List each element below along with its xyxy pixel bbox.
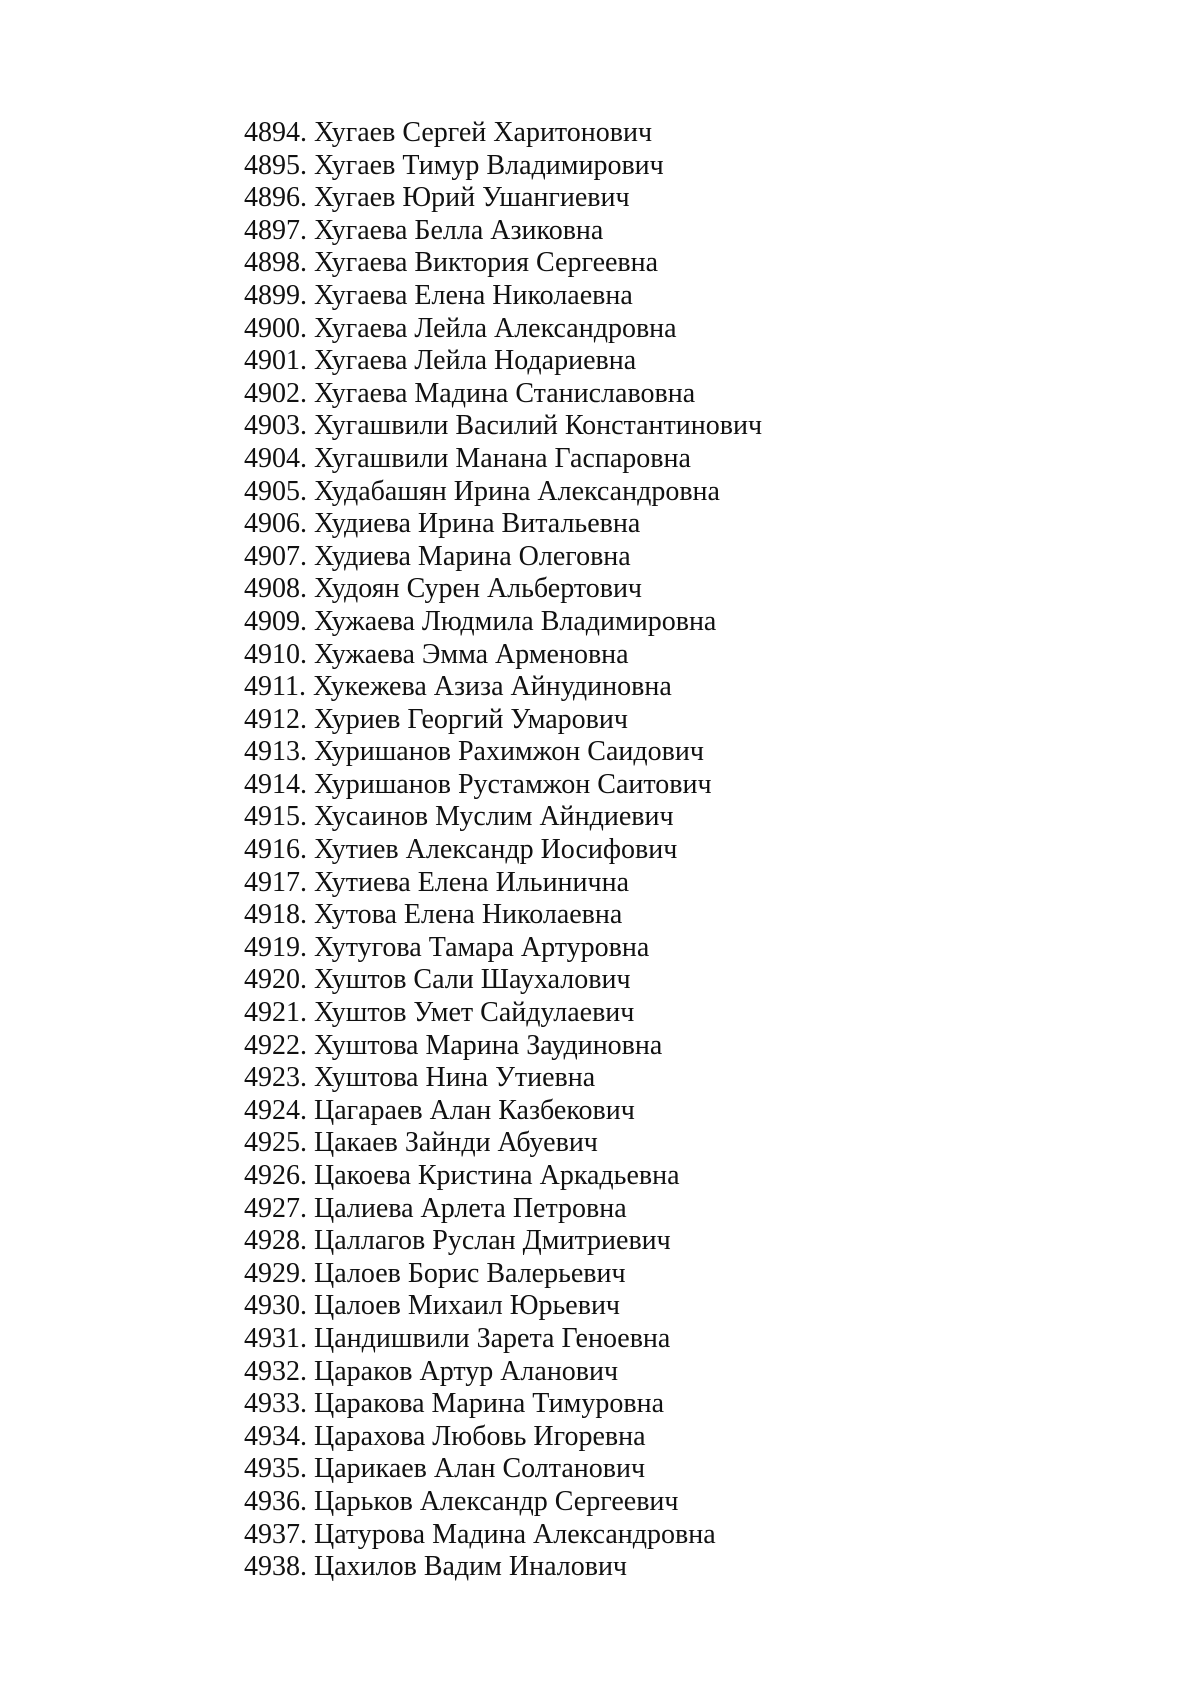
item-name: Хугаев Тимур Владимирович xyxy=(314,149,664,181)
item-number: 4921. xyxy=(244,997,307,1029)
list-item xyxy=(244,1519,762,1552)
list-item xyxy=(244,117,762,150)
item-name: Хугаева Виктория Сергеевна xyxy=(314,247,659,279)
item-number: 4899. xyxy=(244,279,307,311)
list-item xyxy=(244,1160,762,1193)
item-number: 4909. xyxy=(244,605,307,637)
list-item xyxy=(244,1323,762,1356)
item-number: 4912. xyxy=(244,703,307,735)
list-item xyxy=(244,736,762,769)
item-number: 4930. xyxy=(244,1290,307,1322)
list-item xyxy=(244,476,762,509)
item-name: Хутиев Александр Иосифович xyxy=(314,834,678,866)
item-name: Царахова Любовь Игоревна xyxy=(314,1420,646,1452)
item-number: 4898. xyxy=(244,247,307,279)
item-number: 4924. xyxy=(244,1094,307,1126)
list-item xyxy=(244,834,762,867)
item-name: Хутугова Тамара Артуровна xyxy=(314,931,650,963)
list-item xyxy=(244,1225,762,1258)
item-name: Хуштова Нина Утиевна xyxy=(314,1062,596,1094)
item-number: 4913. xyxy=(244,736,307,768)
item-number: 4932. xyxy=(244,1355,307,1387)
item-number: 4908. xyxy=(244,573,307,605)
list-item xyxy=(244,573,762,606)
item-name: Худиева Ирина Витальевна xyxy=(314,508,641,540)
list-item xyxy=(244,1193,762,1226)
item-number: 4926. xyxy=(244,1160,307,1191)
item-name: Хугаева Мадина Станиславовна xyxy=(314,377,696,409)
list-item xyxy=(244,1062,762,1095)
list-item xyxy=(244,345,762,378)
item-number: 4920. xyxy=(244,964,307,996)
item-number: 4933. xyxy=(244,1388,307,1420)
name-list xyxy=(244,117,762,1584)
list-item xyxy=(244,769,762,802)
item-name: Хугаева Белла Азиковна xyxy=(314,214,604,246)
item-name: Цалоев Борис Валерьевич xyxy=(314,1257,626,1289)
item-name: Цатурова Мадина Александровна xyxy=(314,1518,716,1550)
list-item xyxy=(244,313,762,346)
item-name: Цараков Артур Аланович xyxy=(314,1355,619,1387)
item-number: 4922. xyxy=(244,1029,307,1061)
item-number: 4896. xyxy=(244,182,307,214)
item-number: 4918. xyxy=(244,899,307,931)
item-name: Царакова Марина Тимуровна xyxy=(314,1388,664,1420)
item-name: Хусаинов Муслим Айндиевич xyxy=(314,801,674,833)
item-number: 4897. xyxy=(244,214,307,246)
item-name: Хугаева Лейла Александровна xyxy=(314,312,677,344)
item-name: Хуриев Георгий Умарович xyxy=(314,703,628,735)
item-number: 4906. xyxy=(244,508,307,540)
item-number: 4902. xyxy=(244,377,307,409)
item-name: Цалиева Арлета Петровна xyxy=(314,1192,627,1224)
list-item xyxy=(244,1551,762,1584)
item-name: Хужаева Эмма Арменовна xyxy=(314,638,629,670)
list-item xyxy=(244,606,762,639)
item-number: 4901. xyxy=(244,345,307,377)
item-name: Худоян Сурен Альбертович xyxy=(314,573,643,605)
item-number: 4910. xyxy=(244,638,307,670)
item-name: Хужаева Людмила Владимировна xyxy=(314,605,717,637)
item-name: Цахилов Вадим Иналович xyxy=(314,1551,628,1583)
item-number: 4917. xyxy=(244,866,307,898)
list-item xyxy=(244,247,762,280)
item-number: 4916. xyxy=(244,834,307,866)
item-number: 4907. xyxy=(244,540,307,572)
list-item xyxy=(244,1453,762,1486)
list-item xyxy=(244,1421,762,1454)
list-item xyxy=(244,150,762,183)
list-item xyxy=(244,671,762,704)
item-number: 4904. xyxy=(244,442,307,474)
item-number: 4937. xyxy=(244,1518,307,1550)
item-name: Хугаева Елена Николаевна xyxy=(314,279,633,311)
item-name: Хугаев Юрий Ушангиевич xyxy=(314,182,630,214)
list-item xyxy=(244,867,762,900)
list-item xyxy=(244,443,762,476)
list-item xyxy=(244,1030,762,1063)
item-number: 4925. xyxy=(244,1127,307,1159)
item-name: Цагараев Алан Казбекович xyxy=(314,1094,635,1126)
item-number: 4935. xyxy=(244,1453,307,1485)
list-item xyxy=(244,215,762,248)
item-name: Хутова Елена Николаевна xyxy=(314,899,623,931)
item-number: 4900. xyxy=(244,312,307,344)
item-number: 4895. xyxy=(244,149,307,181)
item-number: 4905. xyxy=(244,475,307,507)
item-name: Цакаев Зайнди Абуевич xyxy=(314,1127,598,1159)
item-number: 4894. xyxy=(244,117,307,148)
item-name: Хугашвили Манана Гаспаровна xyxy=(314,442,691,474)
item-number: 4934. xyxy=(244,1420,307,1452)
list-item xyxy=(244,1356,762,1389)
item-name: Хугаева Лейла Нодариевна xyxy=(314,345,637,377)
list-item xyxy=(244,1095,762,1128)
item-number: 4927. xyxy=(244,1192,307,1224)
item-name: Хуришанов Рахимжон Саидович xyxy=(314,736,704,768)
list-item xyxy=(244,541,762,574)
list-item xyxy=(244,704,762,737)
list-item xyxy=(244,280,762,313)
list-item xyxy=(244,932,762,965)
list-item xyxy=(244,1290,762,1323)
list-item xyxy=(244,639,762,672)
item-number: 4903. xyxy=(244,410,307,442)
item-name: Хуштов Умет Сайдулаевич xyxy=(314,997,635,1029)
list-item xyxy=(244,1388,762,1421)
item-number: 4938. xyxy=(244,1551,307,1583)
item-name: Худиева Марина Олеговна xyxy=(314,540,631,572)
item-name: Царикаев Алан Солтанович xyxy=(314,1453,646,1485)
list-item xyxy=(244,801,762,834)
list-item xyxy=(244,1486,762,1519)
item-number: 4936. xyxy=(244,1485,307,1517)
list-item xyxy=(244,997,762,1030)
item-number: 4923. xyxy=(244,1062,307,1094)
item-name: Хуштов Сали Шаухалович xyxy=(314,964,631,996)
item-name: Царьков Александр Сергеевич xyxy=(314,1485,679,1517)
list-item xyxy=(244,508,762,541)
list-item xyxy=(244,899,762,932)
item-name: Хугаев Сергей Харитонович xyxy=(314,117,653,148)
item-number: 4928. xyxy=(244,1225,307,1257)
item-name: Цалоев Михаил Юрьевич xyxy=(314,1290,621,1322)
list-item xyxy=(244,182,762,215)
item-name: Хуришанов Рустамжон Саитович xyxy=(314,768,712,800)
item-name: Хуштова Марина Заудиновна xyxy=(314,1029,663,1061)
item-number: 4929. xyxy=(244,1257,307,1289)
list-item xyxy=(244,964,762,997)
item-number: 4911. xyxy=(244,671,306,703)
item-number: 4914. xyxy=(244,768,307,800)
item-name: Худабашян Ирина Александровна xyxy=(314,475,720,507)
item-name: Цандишвили Зарета Геноевна xyxy=(314,1322,671,1354)
list-item xyxy=(244,1258,762,1291)
item-number: 4919. xyxy=(244,931,307,963)
item-name: Хутиева Елена Ильинична xyxy=(314,866,630,898)
item-name: Хукежева Азиза Айнудиновна xyxy=(312,671,672,703)
list-item xyxy=(244,378,762,411)
item-name: Цакоева Кристина Аркадьевна xyxy=(314,1160,680,1191)
item-number: 4915. xyxy=(244,801,307,833)
list-item xyxy=(244,410,762,443)
list-item xyxy=(244,1127,762,1160)
item-number: 4931. xyxy=(244,1322,307,1354)
item-name: Цаллагов Руслан Дмитриевич xyxy=(314,1225,671,1257)
item-name: Хугашвили Василий Константинович xyxy=(314,410,763,442)
